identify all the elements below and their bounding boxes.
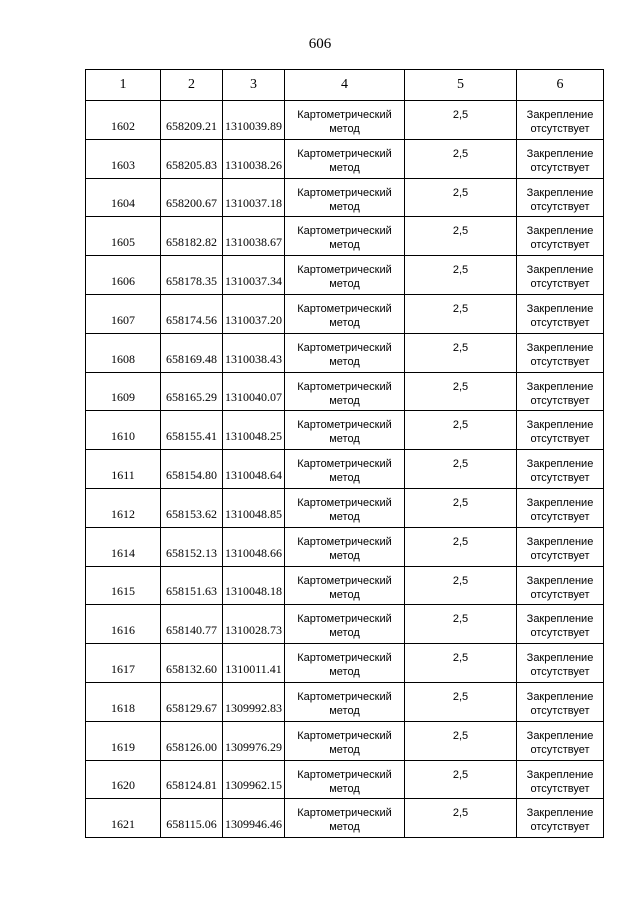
fixation-line-1: Закрепление [526, 419, 594, 432]
point-number-cell [86, 333, 161, 372]
method-line-1: Картометрический [297, 302, 392, 315]
accuracy-cell [405, 217, 517, 256]
x-coordinate-cell [161, 566, 223, 605]
method-line-2: метод [329, 239, 360, 252]
y-coordinate-cell [223, 450, 285, 489]
x-coordinate-cell [161, 527, 223, 566]
x-coordinate-cell [161, 450, 223, 489]
y-coordinate: 1310048.18 [225, 584, 282, 599]
fixation-line-2: отсутствует [530, 472, 590, 485]
accuracy-value: 2,5 [452, 419, 469, 432]
y-coordinate-cell [223, 139, 285, 178]
point-number-cell [86, 294, 161, 333]
x-coordinate-cell [161, 411, 223, 450]
fixation-line-1: Закрепление [526, 341, 594, 354]
fixation-line-1: Закрепление [526, 729, 594, 742]
x-coordinate: 658165.29 [166, 390, 217, 405]
fixation-cell [517, 372, 604, 411]
point-number: 1602 [111, 118, 135, 133]
x-coordinate: 658151.63 [166, 584, 217, 599]
method-cell [285, 682, 405, 721]
header-col-3: 3 [223, 70, 285, 101]
y-coordinate-cell [223, 333, 285, 372]
fixation-line-1: Закрепление [526, 109, 594, 121]
fixation-line-2: отсутствует [530, 278, 590, 291]
y-coordinate-cell [223, 488, 285, 527]
method-cell [285, 333, 405, 372]
accuracy-cell [405, 101, 517, 140]
x-coordinate: 658129.67 [166, 700, 217, 715]
fixation-line-1: Закрепление [526, 574, 594, 587]
method-line-1: Картометрический [297, 264, 392, 277]
point-number: 1606 [111, 273, 135, 288]
accuracy-value: 2,5 [452, 652, 469, 665]
fixation-line-2: отсутствует [530, 355, 590, 368]
fixation-line-2: отсутствует [530, 510, 590, 523]
table-row [86, 605, 604, 644]
table-row [86, 682, 604, 721]
y-coordinate: 1310038.43 [225, 351, 282, 366]
point-number-cell [86, 450, 161, 489]
fixation-line-1: Закрепление [526, 535, 594, 548]
y-coordinate-cell [223, 372, 285, 411]
point-number-cell [86, 178, 161, 217]
accuracy-value: 2,5 [452, 341, 469, 354]
x-coordinate: 658126.00 [166, 739, 217, 754]
y-coordinate: 1310048.85 [225, 506, 282, 521]
accuracy-value: 2,5 [452, 147, 469, 160]
x-coordinate: 658154.80 [166, 467, 217, 482]
x-coordinate-cell [161, 294, 223, 333]
method-cell [285, 644, 405, 683]
table-row [86, 488, 604, 527]
y-coordinate-cell [223, 217, 285, 256]
fixation-cell [517, 721, 604, 760]
method-cell [285, 760, 405, 799]
method-line-2: метод [329, 123, 360, 135]
fixation-line-1: Закрепление [526, 302, 594, 315]
method-cell [285, 411, 405, 450]
method-line-2: метод [329, 200, 360, 213]
method-cell [285, 721, 405, 760]
fixation-line-2: отсутствует [530, 123, 590, 135]
method-line-1: Картометрический [297, 225, 392, 238]
method-line-2: метод [329, 161, 360, 174]
method-cell [285, 217, 405, 256]
fixation-line-1: Закрепление [526, 496, 594, 509]
y-coordinate-cell [223, 527, 285, 566]
method-line-2: метод [329, 355, 360, 368]
method-cell [285, 101, 405, 140]
accuracy-value: 2,5 [452, 574, 469, 587]
fixation-cell [517, 488, 604, 527]
accuracy-cell [405, 411, 517, 450]
accuracy-cell [405, 450, 517, 489]
point-number: 1617 [111, 661, 135, 676]
method-cell [285, 527, 405, 566]
method-line-1: Картометрический [297, 419, 392, 432]
x-coordinate: 658140.77 [166, 623, 217, 638]
fixation-line-2: отсутствует [530, 627, 590, 640]
y-coordinate-cell [223, 101, 285, 140]
x-coordinate-cell [161, 488, 223, 527]
fixation-line-1: Закрепление [526, 380, 594, 393]
y-coordinate: 1309976.29 [225, 739, 282, 754]
accuracy-value: 2,5 [452, 264, 469, 277]
method-line-1: Картометрический [297, 496, 392, 509]
fixation-line-1: Закрепление [526, 690, 594, 703]
fixation-line-1: Закрепление [526, 186, 594, 199]
accuracy-cell [405, 527, 517, 566]
y-coordinate: 1310037.20 [225, 312, 282, 327]
method-line-2: метод [329, 278, 360, 291]
method-line-1: Картометрический [297, 380, 392, 393]
accuracy-value: 2,5 [452, 225, 469, 238]
table-row [86, 101, 604, 140]
fixation-cell [517, 256, 604, 295]
y-coordinate-cell [223, 644, 285, 683]
accuracy-value: 2,5 [452, 458, 469, 471]
fixation-cell [517, 333, 604, 372]
y-coordinate: 1310037.18 [225, 196, 282, 211]
y-coordinate: 1309962.15 [225, 778, 282, 793]
fixation-cell [517, 566, 604, 605]
y-coordinate: 1310038.67 [225, 235, 282, 250]
fixation-line-2: отсутствует [530, 549, 590, 562]
table-row [86, 178, 604, 217]
table-row [86, 333, 604, 372]
fixation-line-2: отсутствует [530, 433, 590, 446]
method-line-1: Картометрический [297, 807, 392, 820]
header-col-6: 6 [517, 70, 604, 101]
y-coordinate-cell [223, 721, 285, 760]
x-coordinate: 658178.35 [166, 273, 217, 288]
point-number-cell [86, 372, 161, 411]
x-coordinate-cell [161, 333, 223, 372]
fixation-cell [517, 644, 604, 683]
method-cell [285, 799, 405, 838]
y-coordinate: 1309992.83 [225, 700, 282, 715]
point-number-cell [86, 799, 161, 838]
table-row [86, 411, 604, 450]
point-number: 1616 [111, 623, 135, 638]
table-row [86, 527, 604, 566]
point-number: 1621 [111, 817, 135, 832]
header-row [86, 70, 604, 101]
point-number-cell [86, 527, 161, 566]
table-row [86, 799, 604, 838]
point-number-cell [86, 139, 161, 178]
accuracy-value: 2,5 [452, 807, 469, 820]
method-line-2: метод [329, 316, 360, 329]
method-line-2: метод [329, 549, 360, 562]
point-number: 1610 [111, 429, 135, 444]
point-number-cell [86, 721, 161, 760]
x-coordinate: 658174.56 [166, 312, 217, 327]
table-row [86, 566, 604, 605]
point-number: 1603 [111, 157, 135, 172]
fixation-line-2: отсутствует [530, 394, 590, 407]
fixation-line-1: Закрепление [526, 652, 594, 665]
x-coordinate-cell [161, 178, 223, 217]
method-cell [285, 566, 405, 605]
y-coordinate: 1310011.41 [225, 661, 282, 676]
fixation-line-1: Закрепление [526, 613, 594, 626]
fixation-line-1: Закрепление [526, 807, 594, 820]
x-coordinate: 658153.62 [166, 506, 217, 521]
point-number: 1604 [111, 196, 135, 211]
method-line-2: метод [329, 627, 360, 640]
point-number: 1619 [111, 739, 135, 754]
x-coordinate-cell [161, 760, 223, 799]
accuracy-cell [405, 333, 517, 372]
accuracy-value: 2,5 [452, 109, 469, 121]
header-col-1: 1 [86, 70, 161, 101]
fixation-cell [517, 101, 604, 140]
method-cell [285, 488, 405, 527]
method-line-2: метод [329, 394, 360, 407]
method-cell [285, 372, 405, 411]
accuracy-cell [405, 644, 517, 683]
x-coordinate: 658209.21 [166, 118, 217, 133]
method-line-1: Картометрический [297, 613, 392, 626]
fixation-cell [517, 527, 604, 566]
fixation-line-2: отсутствует [530, 782, 590, 795]
x-coordinate-cell [161, 256, 223, 295]
accuracy-value: 2,5 [452, 380, 469, 393]
x-coordinate-cell [161, 799, 223, 838]
table-row [86, 450, 604, 489]
accuracy-value: 2,5 [452, 690, 469, 703]
y-coordinate-cell [223, 799, 285, 838]
method-line-1: Картометрический [297, 458, 392, 471]
point-number-cell [86, 217, 161, 256]
x-coordinate: 658155.41 [166, 429, 217, 444]
table-body [86, 101, 604, 838]
x-coordinate-cell [161, 721, 223, 760]
fixation-cell [517, 450, 604, 489]
x-coordinate-cell [161, 101, 223, 140]
y-coordinate: 1310028.73 [225, 623, 282, 638]
method-line-1: Картометрический [297, 768, 392, 781]
method-line-1: Картометрический [297, 109, 392, 121]
x-coordinate-cell [161, 644, 223, 683]
method-cell [285, 256, 405, 295]
fixation-line-2: отсутствует [530, 666, 590, 679]
x-coordinate: 658115.06 [166, 817, 217, 832]
point-number: 1608 [111, 351, 135, 366]
accuracy-value: 2,5 [452, 768, 469, 781]
method-line-2: метод [329, 666, 360, 679]
point-number-cell [86, 256, 161, 295]
x-coordinate: 658152.13 [166, 545, 217, 560]
y-coordinate: 1309946.46 [225, 817, 282, 832]
method-line-2: метод [329, 510, 360, 523]
x-coordinate-cell [161, 605, 223, 644]
table-row [86, 721, 604, 760]
fixation-line-2: отсутствует [530, 704, 590, 717]
method-line-1: Картометрический [297, 574, 392, 587]
point-number-cell [86, 411, 161, 450]
y-coordinate-cell [223, 760, 285, 799]
fixation-cell [517, 682, 604, 721]
point-number-cell [86, 605, 161, 644]
x-coordinate-cell [161, 217, 223, 256]
fixation-line-2: отсутствует [530, 239, 590, 252]
x-coordinate: 658205.83 [166, 157, 217, 172]
y-coordinate: 1310037.34 [225, 273, 282, 288]
method-line-2: метод [329, 821, 360, 834]
x-coordinate-cell [161, 372, 223, 411]
fixation-cell [517, 217, 604, 256]
method-line-1: Картометрический [297, 147, 392, 160]
y-coordinate-cell [223, 566, 285, 605]
fixation-cell [517, 294, 604, 333]
header-col-4: 4 [285, 70, 405, 101]
accuracy-cell [405, 721, 517, 760]
fixation-line-1: Закрепление [526, 264, 594, 277]
x-coordinate: 658169.48 [166, 351, 217, 366]
point-number: 1615 [111, 584, 135, 599]
accuracy-cell [405, 372, 517, 411]
x-coordinate: 658200.67 [166, 196, 217, 211]
point-number-cell [86, 760, 161, 799]
accuracy-cell [405, 605, 517, 644]
method-line-2: метод [329, 433, 360, 446]
accuracy-cell [405, 294, 517, 333]
method-cell [285, 139, 405, 178]
y-coordinate: 1310048.25 [225, 429, 282, 444]
method-line-1: Картометрический [297, 690, 392, 703]
fixation-line-1: Закрепление [526, 458, 594, 471]
method-line-1: Картометрический [297, 341, 392, 354]
header-col-2: 2 [161, 70, 223, 101]
point-number: 1620 [111, 778, 135, 793]
x-coordinate: 658132.60 [166, 661, 217, 676]
x-coordinate: 658182.82 [166, 235, 217, 250]
accuracy-value: 2,5 [452, 496, 469, 509]
y-coordinate-cell [223, 256, 285, 295]
accuracy-value: 2,5 [452, 302, 469, 315]
table-row [86, 294, 604, 333]
point-number: 1612 [111, 506, 135, 521]
accuracy-cell [405, 488, 517, 527]
fixation-line-1: Закрепление [526, 147, 594, 160]
method-line-1: Картометрический [297, 652, 392, 665]
fixation-line-2: отсутствует [530, 743, 590, 756]
point-number: 1614 [111, 545, 135, 560]
y-coordinate: 1310038.26 [225, 157, 282, 172]
accuracy-cell [405, 682, 517, 721]
page-number: 606 [308, 36, 332, 52]
y-coordinate: 1310048.66 [225, 545, 282, 560]
fixation-line-2: отсутствует [530, 161, 590, 174]
accuracy-cell [405, 139, 517, 178]
fixation-line-1: Закрепление [526, 768, 594, 781]
accuracy-cell [405, 799, 517, 838]
method-line-2: метод [329, 704, 360, 717]
y-coordinate-cell [223, 411, 285, 450]
accuracy-cell [405, 760, 517, 799]
y-coordinate: 1310039.89 [225, 118, 282, 133]
fixation-line-2: отсутствует [530, 316, 590, 329]
fixation-line-2: отсутствует [530, 821, 590, 834]
fixation-line-2: отсутствует [530, 588, 590, 601]
method-line-2: метод [329, 782, 360, 795]
coordinates-table [85, 69, 604, 838]
point-number: 1605 [111, 235, 135, 250]
point-number-cell [86, 488, 161, 527]
y-coordinate-cell [223, 294, 285, 333]
method-line-2: метод [329, 588, 360, 601]
accuracy-value: 2,5 [452, 535, 469, 548]
x-coordinate-cell [161, 139, 223, 178]
table-row [86, 644, 604, 683]
fixation-line-1: Закрепление [526, 225, 594, 238]
accuracy-cell [405, 566, 517, 605]
fixation-cell [517, 605, 604, 644]
table-header [86, 70, 604, 101]
y-coordinate-cell [223, 605, 285, 644]
table-row [86, 217, 604, 256]
y-coordinate-cell [223, 178, 285, 217]
accuracy-value: 2,5 [452, 729, 469, 742]
method-line-2: метод [329, 472, 360, 485]
method-cell [285, 450, 405, 489]
table-row [86, 139, 604, 178]
accuracy-cell [405, 178, 517, 217]
method-cell [285, 178, 405, 217]
x-coordinate-cell [161, 682, 223, 721]
accuracy-value: 2,5 [452, 186, 469, 199]
fixation-line-2: отсутствует [530, 200, 590, 213]
fixation-cell [517, 178, 604, 217]
point-number-cell [86, 566, 161, 605]
x-coordinate: 658124.81 [166, 778, 217, 793]
point-number: 1618 [111, 700, 135, 715]
fixation-cell [517, 139, 604, 178]
fixation-cell [517, 411, 604, 450]
accuracy-value: 2,5 [452, 613, 469, 626]
method-line-1: Картометрический [297, 186, 392, 199]
y-coordinate: 1310040.07 [225, 390, 282, 405]
point-number: 1607 [111, 312, 135, 327]
point-number: 1609 [111, 390, 135, 405]
method-cell [285, 605, 405, 644]
method-line-2: метод [329, 743, 360, 756]
header-col-5: 5 [405, 70, 517, 101]
accuracy-cell [405, 256, 517, 295]
fixation-cell [517, 760, 604, 799]
y-coordinate-cell [223, 682, 285, 721]
table-row [86, 372, 604, 411]
table-row [86, 760, 604, 799]
point-number-cell [86, 682, 161, 721]
method-line-1: Картометрический [297, 729, 392, 742]
point-number-cell [86, 101, 161, 140]
point-number-cell [86, 644, 161, 683]
fixation-cell [517, 799, 604, 838]
method-line-1: Картометрический [297, 535, 392, 548]
point-number: 1611 [111, 467, 135, 482]
method-cell [285, 294, 405, 333]
y-coordinate: 1310048.64 [225, 467, 282, 482]
table-row [86, 256, 604, 295]
